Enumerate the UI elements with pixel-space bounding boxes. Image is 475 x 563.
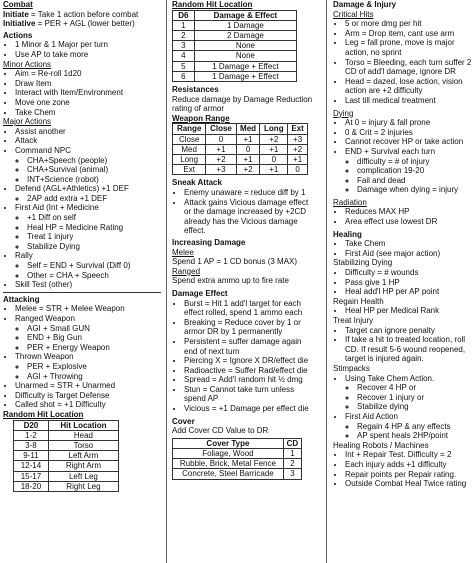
table-row	[173, 155, 308, 165]
stabilizing-heading: Stabilizing Dying	[333, 258, 393, 268]
table-cell: Concrete, Steel Barricade	[173, 469, 284, 479]
weapon-range-table	[172, 123, 308, 175]
table-row	[173, 449, 302, 459]
command-npc-label: Command NPC	[15, 145, 72, 155]
major-actions-list	[3, 127, 161, 290]
list-item: ◦ Heal HP = Medicine Rating	[27, 223, 161, 233]
list-item: ◦ AGI + Small GUN	[27, 324, 161, 334]
minor-actions-list	[3, 69, 161, 117]
table-cell: Rubble, Brick, Metal Fence	[173, 459, 284, 469]
list-item: • Heal add'l HP per AP point	[345, 287, 475, 297]
list-item	[15, 314, 161, 352]
list-item	[15, 251, 161, 280]
table-cell: 2	[173, 31, 195, 41]
list-item: • Unarmed = STR + Unarmed	[15, 381, 161, 391]
column-damage	[172, 0, 314, 480]
table-header-cell: Long	[260, 124, 288, 134]
list-item: • First Aid (see major action)	[345, 249, 475, 259]
table-cell: 0	[206, 134, 236, 144]
list-item: • Heal HP per Medical Rank	[345, 306, 475, 316]
table-row	[173, 41, 297, 51]
table-header-cell: Hit Location	[48, 420, 118, 430]
table-cell: Long	[173, 155, 206, 165]
initiative-text: = PER + AGL (lower better)	[35, 19, 135, 29]
table-cell: Med	[173, 144, 206, 154]
table-row	[173, 71, 297, 81]
list-item: • Attack gains Vicious damage effect or the damage increased by +2CD already has the Vicious damage effect.	[184, 198, 314, 236]
table-cell: 12-14	[14, 461, 49, 471]
list-item: ◦ Recover 4 HP or	[357, 383, 475, 393]
table-cell: +3	[288, 134, 308, 144]
list-item: • Head = dazed, lose action, vision action are +2 difficulty	[345, 77, 475, 96]
list-item: • Int + Repair Test. Difficulty = 2	[345, 450, 475, 460]
list-item: • Each injury adds +1 difficulty	[345, 460, 475, 470]
table-cell: +1	[206, 144, 236, 154]
table-cell: 15-17	[14, 471, 49, 481]
table-cell: +3	[206, 165, 236, 175]
ranged-text: Spend extra ammo up to fire rate	[172, 276, 289, 286]
list-item	[15, 203, 161, 251]
list-item: • Take Chem	[345, 239, 475, 249]
stimpacks-heading: Stimpacks	[333, 363, 370, 373]
actions-list	[3, 40, 161, 59]
cover-table	[172, 438, 302, 480]
radiation-heading: Radiation	[333, 197, 367, 207]
table-header-cell: Ext	[288, 124, 308, 134]
table-row	[173, 469, 302, 479]
list-item: • 1 Minor & 1 Major per turn	[15, 40, 161, 50]
table-cell: 18-20	[14, 481, 49, 491]
table-row	[173, 20, 297, 30]
table-cell: 1-2	[14, 430, 49, 440]
table-cell: Right Arm	[48, 461, 118, 471]
initiative-line	[3, 19, 161, 29]
ranged-heading: Ranged	[172, 266, 201, 276]
ranged-weapon-label: Ranged Weapon	[15, 314, 75, 323]
take-chem-sublist	[345, 383, 475, 412]
list-item: • Vicious = +1 Damage per effect die	[184, 404, 314, 414]
list-item: • Interact with Item/Environment	[15, 88, 161, 98]
list-item: • If take a hit to treated location, roll CD. If result 5-6 wound reopened, target is injured again.	[345, 335, 475, 364]
end-survival-label: END + Survival each turn	[345, 146, 436, 156]
table-cell: Left Leg	[48, 471, 118, 481]
list-item: • Use AP to take more	[15, 50, 161, 60]
list-item: • Draw Item	[15, 79, 161, 89]
list-item	[15, 184, 161, 203]
list-item: ◦ CHA+Speech (people)	[27, 156, 161, 166]
table-cell: +2	[206, 155, 236, 165]
thrown-sublist	[15, 362, 161, 381]
table-header-row	[173, 10, 297, 20]
treat-injury-heading: Treat Injury	[333, 316, 374, 325]
list-item: ◦ 2AP add extra +1 DEF	[27, 194, 161, 204]
list-item: • Pass give 1 HP	[345, 278, 475, 288]
list-item: ◦ Damage when dying = injury	[357, 185, 475, 195]
dying-list	[333, 118, 475, 195]
table-cell: None	[194, 41, 296, 51]
table-row	[173, 51, 297, 61]
healing-list	[333, 239, 475, 258]
table-header-cell: Damage & Effect	[194, 10, 296, 20]
damage-injury-heading: Damage & Injury	[333, 0, 397, 9]
list-item	[345, 412, 475, 441]
rally-label: Rally	[15, 251, 33, 261]
table-cell: 3	[173, 41, 195, 51]
weapon-range-heading: Weapon Range	[172, 113, 230, 123]
critical-hits-heading: Critical Hits	[333, 9, 374, 19]
regain-health-list	[333, 306, 475, 316]
table-cell: 1 Damage	[194, 20, 296, 30]
list-item: ◦ difficulty = # of injury	[357, 157, 475, 167]
actions-heading: Actions	[3, 30, 33, 40]
table-cell: 0	[260, 155, 288, 165]
list-item: ◦ AP spent heals 2HP/point	[357, 431, 475, 441]
table-cell: +1	[288, 155, 308, 165]
table-cell: Right Leg	[48, 481, 118, 491]
list-item: • Cannot recover HP or take action	[345, 137, 475, 147]
table-cell: 1 Damage + Effect	[194, 71, 296, 81]
list-item: • Area effect use lowest DR	[345, 217, 475, 227]
initiate-text: = Take 1 action before combat	[28, 9, 139, 19]
stabilizing-list	[333, 268, 475, 297]
list-item: • Burst = Hit 1 add'l target for each effect rolled, spend 1 ammo each	[184, 299, 314, 318]
list-item: ◦ complication 19-20	[357, 166, 475, 176]
table-cell: 2 Damage	[194, 31, 296, 41]
table-cell: 9-11	[14, 451, 49, 461]
list-item: • Repair points per Repair rating.	[345, 470, 475, 480]
dying-heading: Dying	[333, 108, 354, 118]
table-header-cell: Close	[206, 124, 236, 134]
list-item: ◦ Stabilize dying	[357, 402, 475, 412]
random-hit-location-d6-heading: Random Hit Location	[172, 0, 253, 9]
table-cell: 3-8	[14, 440, 49, 450]
table-cell: +1	[236, 155, 260, 165]
list-item: • Reduces MAX HP	[345, 207, 475, 217]
list-item: ◦ Other = CHA + Speech	[27, 271, 161, 281]
list-item: • Breaking = Reduce cover by 1 or armor DR by 1 permanently	[184, 318, 314, 337]
table-row	[14, 461, 119, 471]
command-sublist	[15, 156, 161, 185]
cover-heading: Cover	[172, 416, 195, 426]
list-item: • Last till medical treatment	[345, 96, 475, 106]
list-item: • Enemy unaware = reduce diff by 1	[184, 188, 314, 198]
take-chem-label: Using Take Chem Action.	[345, 373, 435, 383]
list-item: • Melee = STR + Melee Weapon	[15, 304, 161, 314]
table-header-cell: Range	[173, 124, 206, 134]
hit-location-table	[13, 420, 119, 492]
table-row	[14, 451, 119, 461]
list-item: • Persistent = suffer damage again end of next turn	[184, 337, 314, 356]
increasing-damage-heading: Increasing Damage	[172, 237, 246, 247]
table-cell: 0	[236, 144, 260, 154]
table-row	[173, 144, 308, 154]
table-header-row	[173, 124, 308, 134]
table-cell: Head	[48, 430, 118, 440]
resistances-heading: Resistances	[172, 85, 219, 95]
melee-text: Spend 1 AP = 1 CD bonus (3 MAX)	[172, 257, 298, 267]
damage-effect-heading: Damage Effect	[172, 288, 228, 298]
table-header-cell: Med	[236, 124, 260, 134]
table-cell: Torso	[48, 440, 118, 450]
stimpacks-list	[333, 374, 475, 441]
radiation-list	[333, 207, 475, 226]
list-item: ◦ PER + Explosive	[27, 362, 161, 372]
table-cell: Foliage, Wood	[173, 449, 284, 459]
combat-heading: Combat	[3, 0, 33, 9]
list-item: ◦ Regain 4 HP & any effects	[357, 422, 475, 432]
list-item	[345, 147, 475, 195]
table-row	[173, 61, 297, 71]
regain-health-heading: Regain Health	[333, 296, 384, 306]
table-row	[173, 165, 308, 175]
table-cell: +2	[288, 144, 308, 154]
resistances-text: Reduce damage by Damage Reduction rating of armor	[172, 94, 313, 114]
initiate-line	[3, 10, 161, 20]
table-cell: 0	[288, 165, 308, 175]
dying-sublist	[345, 157, 475, 195]
first-aid-label: First Aid (Int + Medicine	[15, 203, 99, 213]
initiate-label: Initiate	[3, 9, 29, 19]
table-cell: +1	[260, 165, 288, 175]
random-hit-location-heading: Random Hit Location	[3, 409, 84, 419]
attacking-heading: Attacking	[3, 294, 40, 304]
list-item: • Leg = fall prone, move is major action, no sprint	[345, 38, 475, 57]
list-item: • Attack	[15, 136, 161, 146]
table-header-row	[14, 420, 119, 430]
table-cell: 5	[173, 61, 195, 71]
healing-robots-list	[333, 450, 475, 488]
list-item: ◦ END + Big Gun	[27, 333, 161, 343]
list-item: • At 0 = injury & fall prone	[345, 118, 475, 128]
table-header-row	[173, 438, 302, 448]
rally-sublist	[15, 261, 161, 280]
table-cell: Close	[173, 134, 206, 144]
list-item: ◦ Fail and dead	[357, 176, 475, 186]
defend-sublist	[15, 194, 161, 204]
table-cell: +1	[236, 134, 260, 144]
list-item: ◦ INT+Science (robot)	[27, 175, 161, 185]
minor-actions-heading: Minor Actions	[3, 59, 52, 69]
table-header-cell: CD	[283, 438, 301, 448]
list-item: ◦ Treat 1 injury	[27, 232, 161, 242]
list-item: • Aim = Re-roll 1d20	[15, 69, 161, 79]
list-item	[15, 146, 161, 184]
table-cell: 6	[173, 71, 195, 81]
list-item: ◦ Stabilize Dying	[27, 242, 161, 252]
melee-heading: Melee	[172, 247, 194, 257]
list-item: • Skill Test (other)	[15, 280, 161, 290]
list-item: ◦ PER + Energy Weapon	[27, 343, 161, 353]
table-row	[173, 31, 297, 41]
list-item: ◦ Self = END + Survival (Diff 0)	[27, 261, 161, 271]
list-item: • Move one zone	[15, 98, 161, 108]
list-item: • Radioactive = Suffer Rad/effect die	[184, 366, 314, 376]
table-row	[14, 440, 119, 450]
healing-robots-heading: Healing Robots / Machines	[333, 440, 429, 450]
cover-text: Add Cover CD Value to DR	[172, 426, 269, 436]
list-item: • Target can ignore penalty	[345, 326, 475, 336]
column-injury	[333, 0, 475, 489]
column-divider-2	[326, 0, 327, 563]
table-cell: +2	[236, 165, 260, 175]
list-item: • 5 or more dmg per hit	[345, 19, 475, 29]
list-item: • Called shot = +1 Difficulty	[15, 400, 161, 410]
first-aid-action-label: First Aid Action	[345, 411, 398, 421]
list-item: ◦ +1 Diff on self	[27, 213, 161, 223]
list-item: • Difficulty = # wounds	[345, 268, 475, 278]
list-item: • Difficulty is Target Defense	[15, 391, 161, 401]
major-actions-heading: Major Actions	[3, 117, 52, 127]
table-row	[14, 471, 119, 481]
table-cell: +1	[260, 144, 288, 154]
list-item: • Piercing X = Ignore X DR/effect die	[184, 356, 314, 366]
damage-effect-list	[172, 299, 314, 414]
table-header-cell: Cover Type	[173, 438, 284, 448]
damage-effect-table	[172, 10, 297, 82]
table-cell: 2	[283, 459, 301, 469]
list-item: • Outside Combat Heal Twice rating	[345, 479, 475, 489]
treat-injury-list	[333, 326, 475, 364]
critical-hits-list	[333, 19, 475, 105]
healing-heading: Healing	[333, 229, 362, 239]
defend-label: Defend (AGL+Athletics) +1 DEF	[15, 184, 129, 194]
table-row	[14, 430, 119, 440]
table-header-cell: D6	[173, 10, 195, 20]
thrown-weapon-label: Thrown Weapon	[15, 352, 74, 362]
list-item	[345, 374, 475, 412]
table-cell: 4	[173, 51, 195, 61]
first-aid-sublist	[15, 213, 161, 251]
sneak-attack-list	[172, 188, 314, 236]
list-item	[15, 352, 161, 381]
table-header-cell: D20	[14, 420, 49, 430]
table-cell: 1	[173, 20, 195, 30]
list-item: • 0 & Crit = 2 injuries	[345, 128, 475, 138]
divider	[3, 292, 161, 293]
list-item: ◦ Recover 1 injury or	[357, 393, 475, 403]
table-cell: Left Arm	[48, 451, 118, 461]
table-cell: 3	[283, 469, 301, 479]
table-cell: None	[194, 51, 296, 61]
column-divider-1	[166, 0, 167, 563]
table-cell: Ext	[173, 165, 206, 175]
list-item: • Take Chem	[15, 108, 161, 118]
table-row	[173, 459, 302, 469]
ranged-sublist	[15, 324, 161, 353]
list-item: • Arm = Drop item, cant use arm	[345, 29, 475, 39]
table-row	[14, 481, 119, 491]
list-item: • Spread = Add'l random hit ½ dmg	[184, 375, 314, 385]
initiative-label: Initiative	[3, 19, 36, 29]
attacking-list	[3, 304, 161, 410]
list-item: • Assist another	[15, 127, 161, 137]
table-cell: 1 Damage + Effect	[194, 61, 296, 71]
list-item: • Torso = Bleeding, each turn suffer 2 CD of add'l damage, ignore DR	[345, 58, 475, 77]
list-item: ◦ CHA+Survival (animal)	[27, 165, 161, 175]
table-cell: 1	[283, 449, 301, 459]
list-item: • Stun = Cannot take turn unless spend AP	[184, 385, 314, 404]
sneak-attack-heading: Sneak Attack	[172, 178, 222, 188]
table-row	[173, 134, 308, 144]
list-item: ◦ AGI + Throwing	[27, 372, 161, 382]
table-cell: +2	[260, 134, 288, 144]
column-combat	[3, 0, 161, 492]
first-aid-action-sublist	[345, 422, 475, 441]
